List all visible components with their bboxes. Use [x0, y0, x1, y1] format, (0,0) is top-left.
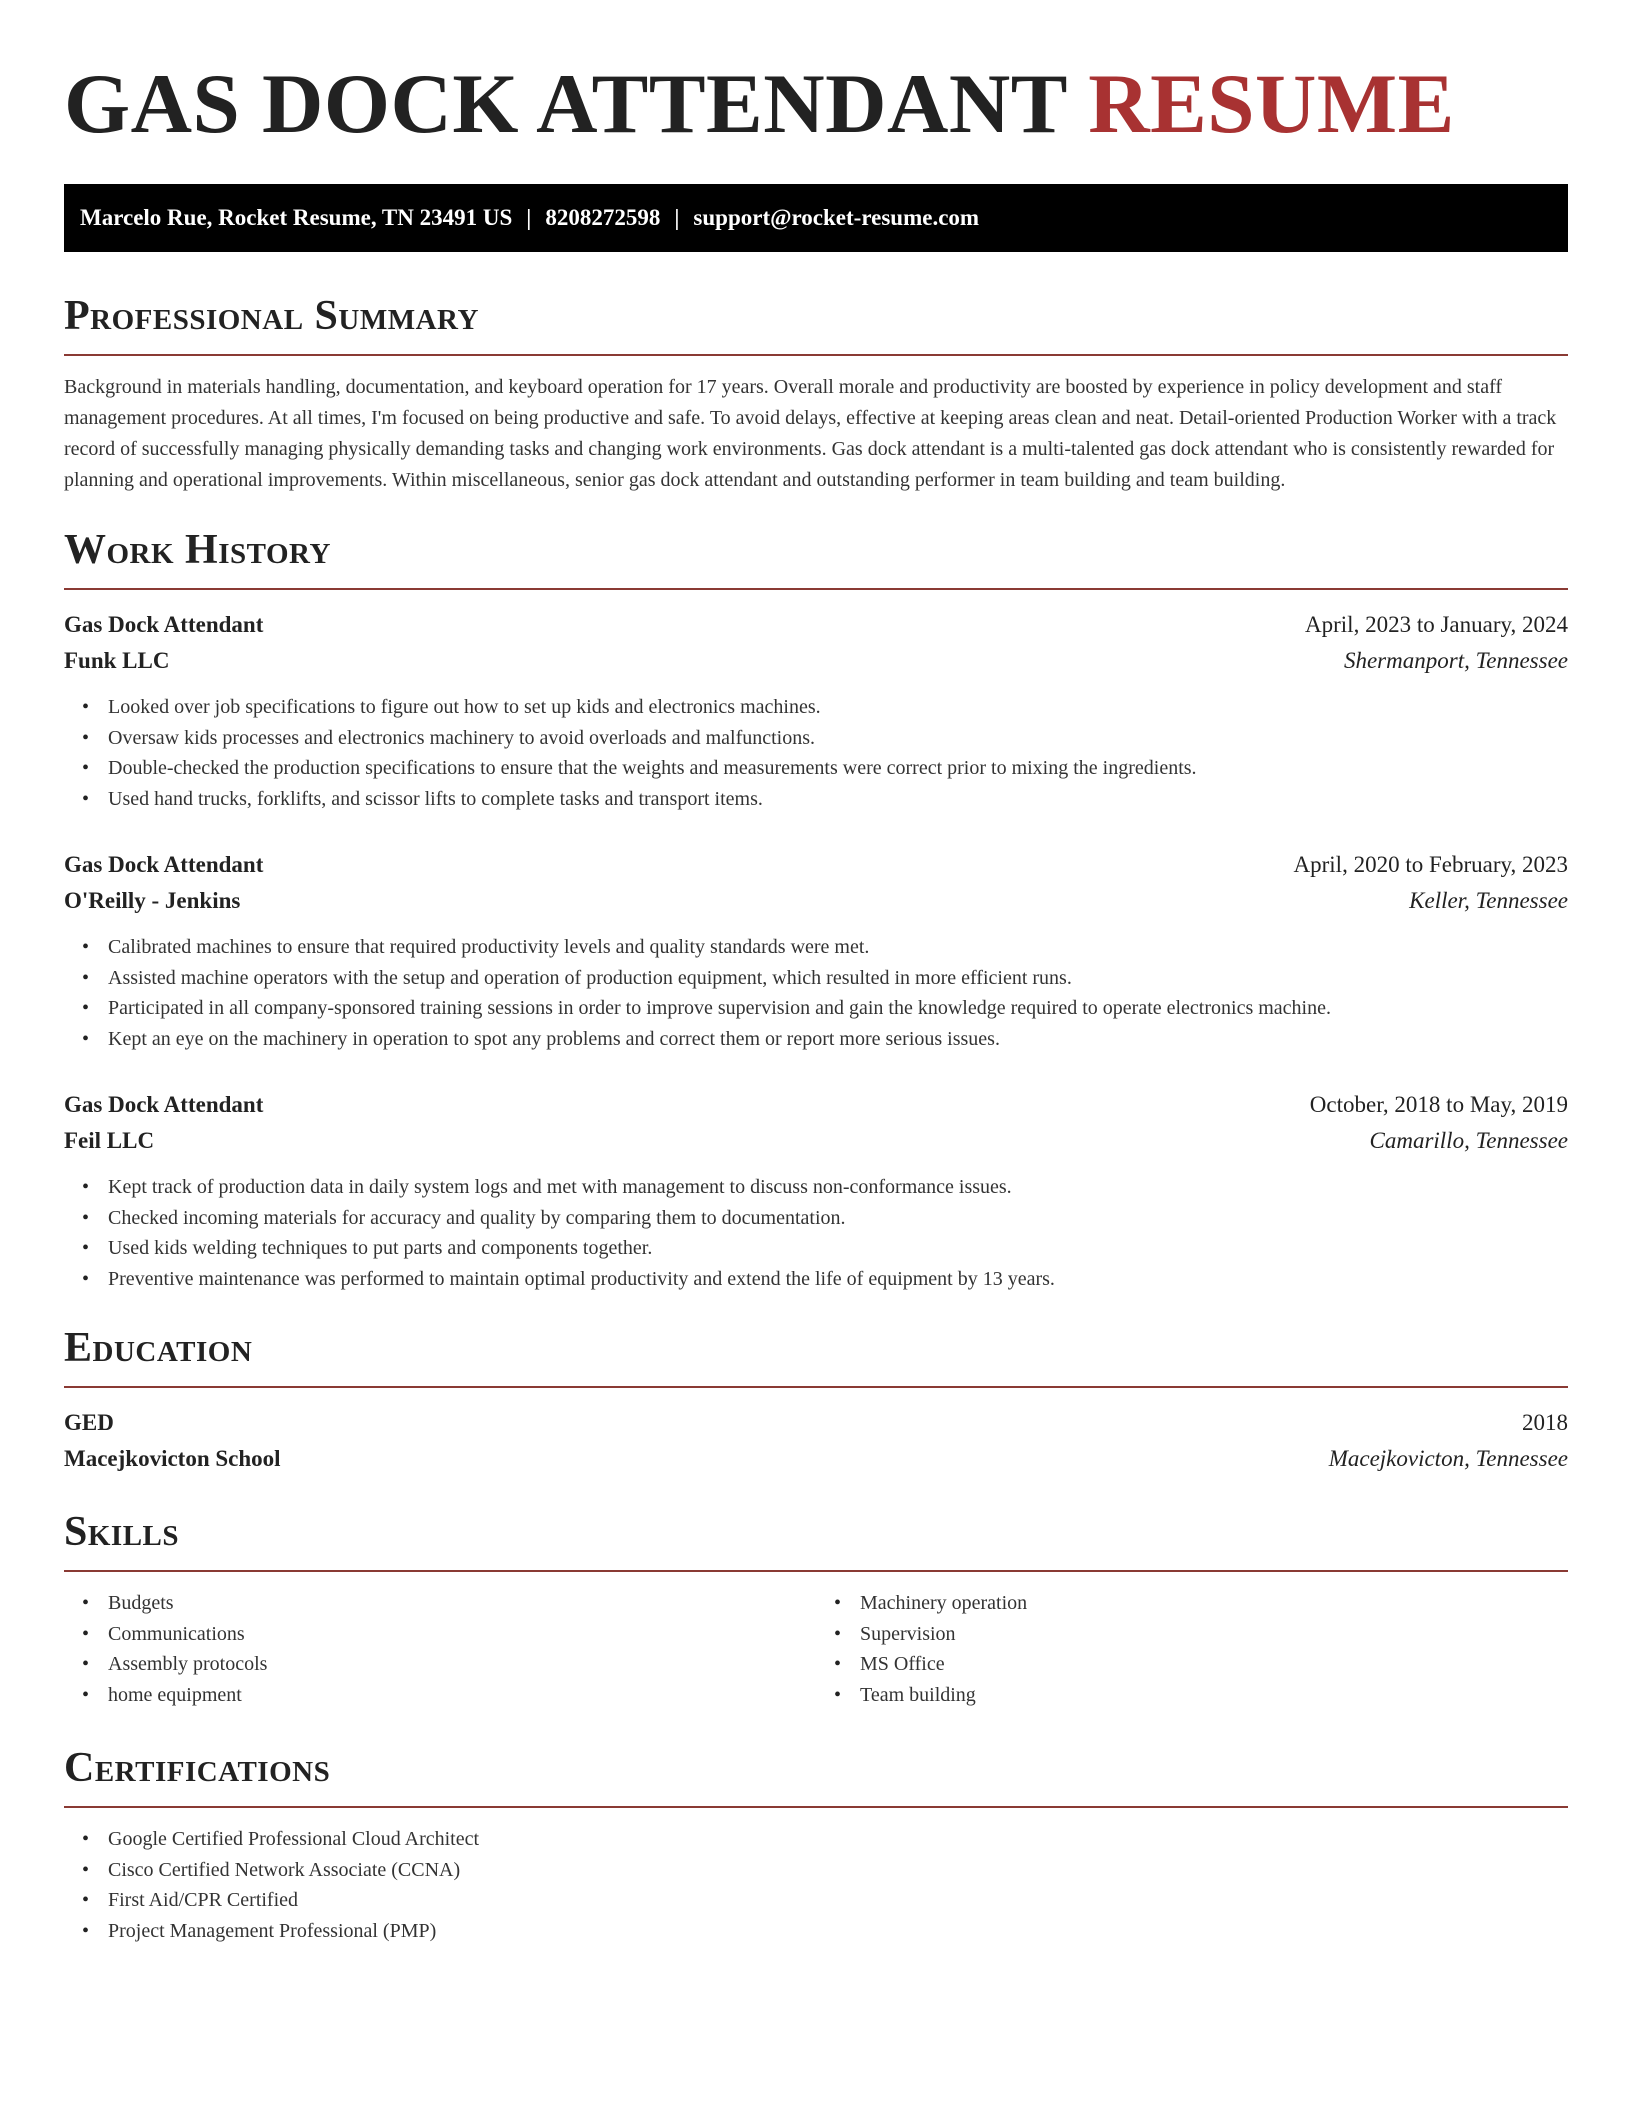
bullet-glyph: •: [834, 1683, 842, 1706]
job-title: Gas Dock Attendant: [64, 852, 264, 877]
skill-text: MS Office: [860, 1653, 945, 1675]
skills-column-right: [816, 1588, 1568, 1710]
bullet-glyph: •: [82, 1237, 90, 1259]
certification-text: Google Certified Professional Cloud Architect: [108, 1828, 480, 1850]
bullet-text: Used kids welding techniques to put parts and components together.: [108, 1237, 653, 1259]
summary-section: [64, 292, 1568, 496]
bullet-glyph: •: [82, 1858, 90, 1881]
bullet-glyph: •: [82, 1889, 90, 1911]
education-section: [64, 1324, 1568, 1474]
job-location: Shermanport, Tennessee: [1343, 648, 1568, 673]
bullet-text: Double-checked the production specifications to ensure that the weights and measurements were correct prior to mixing the ingredients.: [108, 757, 1197, 779]
list-item: [82, 692, 1568, 723]
skill-text: Supervision: [860, 1622, 956, 1645]
bullet-glyph: •: [82, 1176, 90, 1198]
summary-heading: Professional Summary: [64, 292, 1568, 356]
bullet-glyph: •: [82, 1622, 90, 1645]
list-item: [82, 784, 1568, 815]
skill-text: Budgets: [108, 1592, 174, 1614]
education-school: Macejkovicton School: [64, 1446, 281, 1471]
bullet-text: Assisted machine operators with the setup and operation of production equipment, which resulted in more efficient runs.: [108, 966, 1072, 989]
list-item: [834, 1588, 1568, 1619]
skill-text: home equipment: [108, 1683, 242, 1706]
education-heading: Education: [64, 1324, 1568, 1388]
job-dates: April, 2020 to February, 2023: [1293, 852, 1568, 877]
skills-heading: Skills: [64, 1508, 1568, 1572]
bullet-glyph: •: [834, 1592, 842, 1614]
bullet-text: Participated in all company-sponsored training sessions in order to improve supervision and gain the knowledge required to operate electronics machine.: [108, 997, 1331, 1019]
contact-phone: 8208272598: [545, 205, 661, 230]
job-title: Gas Dock Attendant: [64, 612, 264, 637]
bullet-text: Checked incoming materials for accuracy and quality by comparing them to documentation.: [108, 1206, 846, 1229]
certifications-heading: Certifications: [64, 1744, 1568, 1808]
list-item: [82, 932, 1568, 963]
bullet-glyph: •: [82, 726, 90, 749]
certifications-section: [64, 1744, 1568, 1946]
list-item: [82, 1885, 1568, 1916]
list-item: [82, 1588, 816, 1619]
list-item: [82, 753, 1568, 784]
certification-text: Cisco Certified Network Associate (CCNA): [108, 1858, 461, 1881]
education-year: 2018: [1522, 1410, 1568, 1435]
bullet-glyph: •: [82, 1206, 90, 1229]
certification-text: First Aid/CPR Certified: [108, 1889, 299, 1911]
list-item: [82, 993, 1568, 1024]
list-item: [82, 1824, 1568, 1855]
list-item: [82, 1203, 1568, 1234]
job-location: Keller, Tennessee: [1409, 888, 1568, 913]
list-item: [82, 723, 1568, 754]
list-item: [82, 1916, 1568, 1947]
title-accent: RESUME: [1088, 57, 1455, 151]
bullet-text: Calibrated machines to ensure that required productivity levels and quality standards were met.: [108, 936, 870, 958]
list-item: [82, 1619, 816, 1650]
bullet-glyph: •: [82, 757, 90, 779]
skill-text: Machinery operation: [860, 1592, 1028, 1614]
list-item: [834, 1680, 1568, 1711]
job-entry: [64, 610, 1568, 814]
title-main: GAS DOCK ATTENDANT: [64, 57, 1067, 151]
job-title: Gas Dock Attendant: [64, 1092, 264, 1117]
bullet-glyph: •: [834, 1653, 842, 1675]
list-item: [834, 1649, 1568, 1680]
job-entry: [64, 850, 1568, 1054]
list-item: [834, 1619, 1568, 1650]
bullet-text: Looked over job specifications to figure out how to set up kids and electronics machines.: [108, 696, 821, 718]
contact-separator: |: [674, 205, 680, 230]
bullet-glyph: •: [82, 1683, 90, 1706]
resume-title: [64, 56, 1568, 152]
list-item: [82, 1172, 1568, 1203]
bullet-glyph: •: [82, 696, 90, 718]
skills-list: [816, 1588, 1568, 1710]
bullet-text: Kept track of production data in daily system logs and met with management to discuss non-conformance issues.: [108, 1176, 1012, 1198]
contact-bar: [64, 184, 1568, 252]
skill-text: Assembly protocols: [108, 1653, 268, 1675]
work-history-section: [64, 526, 1568, 1294]
bullet-glyph: •: [82, 936, 90, 958]
job-bullets: [64, 692, 1568, 814]
bullet-glyph: •: [82, 997, 90, 1019]
job-company: Funk LLC: [64, 648, 170, 673]
bullet-glyph: •: [82, 1592, 90, 1614]
bullet-glyph: •: [82, 1828, 90, 1850]
contact-email: support@rocket-resume.com: [693, 205, 980, 230]
bullet-glyph: •: [82, 1027, 90, 1050]
certifications-list: [64, 1824, 1568, 1946]
skills-grid: [64, 1588, 1568, 1710]
work-history-heading: Work History: [64, 526, 1568, 590]
job-company: Feil LLC: [64, 1128, 155, 1153]
bullet-text: Oversaw kids processes and electronics machinery to avoid overloads and malfunctions.: [108, 726, 816, 749]
skill-text: Communications: [108, 1622, 245, 1645]
list-item: [82, 1233, 1568, 1264]
contact-address: Marcelo Rue, Rocket Resume, TN 23491 US: [80, 205, 513, 230]
job-location: Camarillo, Tennessee: [1369, 1128, 1568, 1153]
bullet-text: Kept an eye on the machinery in operation to spot any problems and correct them or report more serious issues.: [108, 1027, 1000, 1050]
education-entry: [64, 1408, 1568, 1474]
bullet-glyph: •: [834, 1622, 842, 1645]
bullet-glyph: •: [82, 787, 90, 810]
bullet-glyph: •: [82, 1919, 90, 1942]
skills-column-left: [64, 1588, 816, 1710]
job-bullets: [64, 1172, 1568, 1294]
bullet-glyph: •: [82, 966, 90, 989]
list-item: [82, 1680, 816, 1711]
certification-text: Project Management Professional (PMP): [108, 1919, 437, 1942]
skill-text: Team building: [860, 1683, 976, 1706]
skills-list: [64, 1588, 816, 1710]
list-item: [82, 963, 1568, 994]
job-company: O'Reilly - Jenkins: [64, 888, 241, 913]
skills-section: [64, 1508, 1568, 1710]
list-item: [82, 1024, 1568, 1055]
job-entry: [64, 1090, 1568, 1294]
list-item: [82, 1649, 816, 1680]
list-item: [82, 1264, 1568, 1295]
education-degree: GED: [64, 1410, 114, 1435]
bullet-text: Used hand trucks, forklifts, and scissor lifts to complete tasks and transport items.: [108, 787, 763, 810]
education-location: Macejkovicton, Tennessee: [1328, 1446, 1568, 1471]
job-bullets: [64, 932, 1568, 1054]
list-item: [82, 1855, 1568, 1886]
job-dates: October, 2018 to May, 2019: [1309, 1092, 1568, 1117]
contact-separator: |: [526, 205, 532, 230]
bullet-glyph: •: [82, 1267, 90, 1290]
bullet-glyph: •: [82, 1653, 90, 1675]
summary-text: Background in materials handling, documentation, and keyboard operation for 17 years. Overall morale and productivity are boosted by experience in policy development and staff management procedures. At all times, I'm focused on being productive and safe. To avoid delays, effective at keeping areas clean and neat. Detail-oriented Production Worker with a track record of successfully managing physically demanding tasks and changing work environments. Gas dock attendant is a multi-talented gas dock attendant who is consistently rewarded for planning and operational improvements. Within miscellaneous, senior gas dock attendant and outstanding performer in team building and team building.: [64, 376, 1557, 491]
job-dates: April, 2023 to January, 2024: [1305, 612, 1568, 637]
bullet-text: Preventive maintenance was performed to maintain optimal productivity and extend the life of equipment by 13 years.: [108, 1267, 1055, 1290]
